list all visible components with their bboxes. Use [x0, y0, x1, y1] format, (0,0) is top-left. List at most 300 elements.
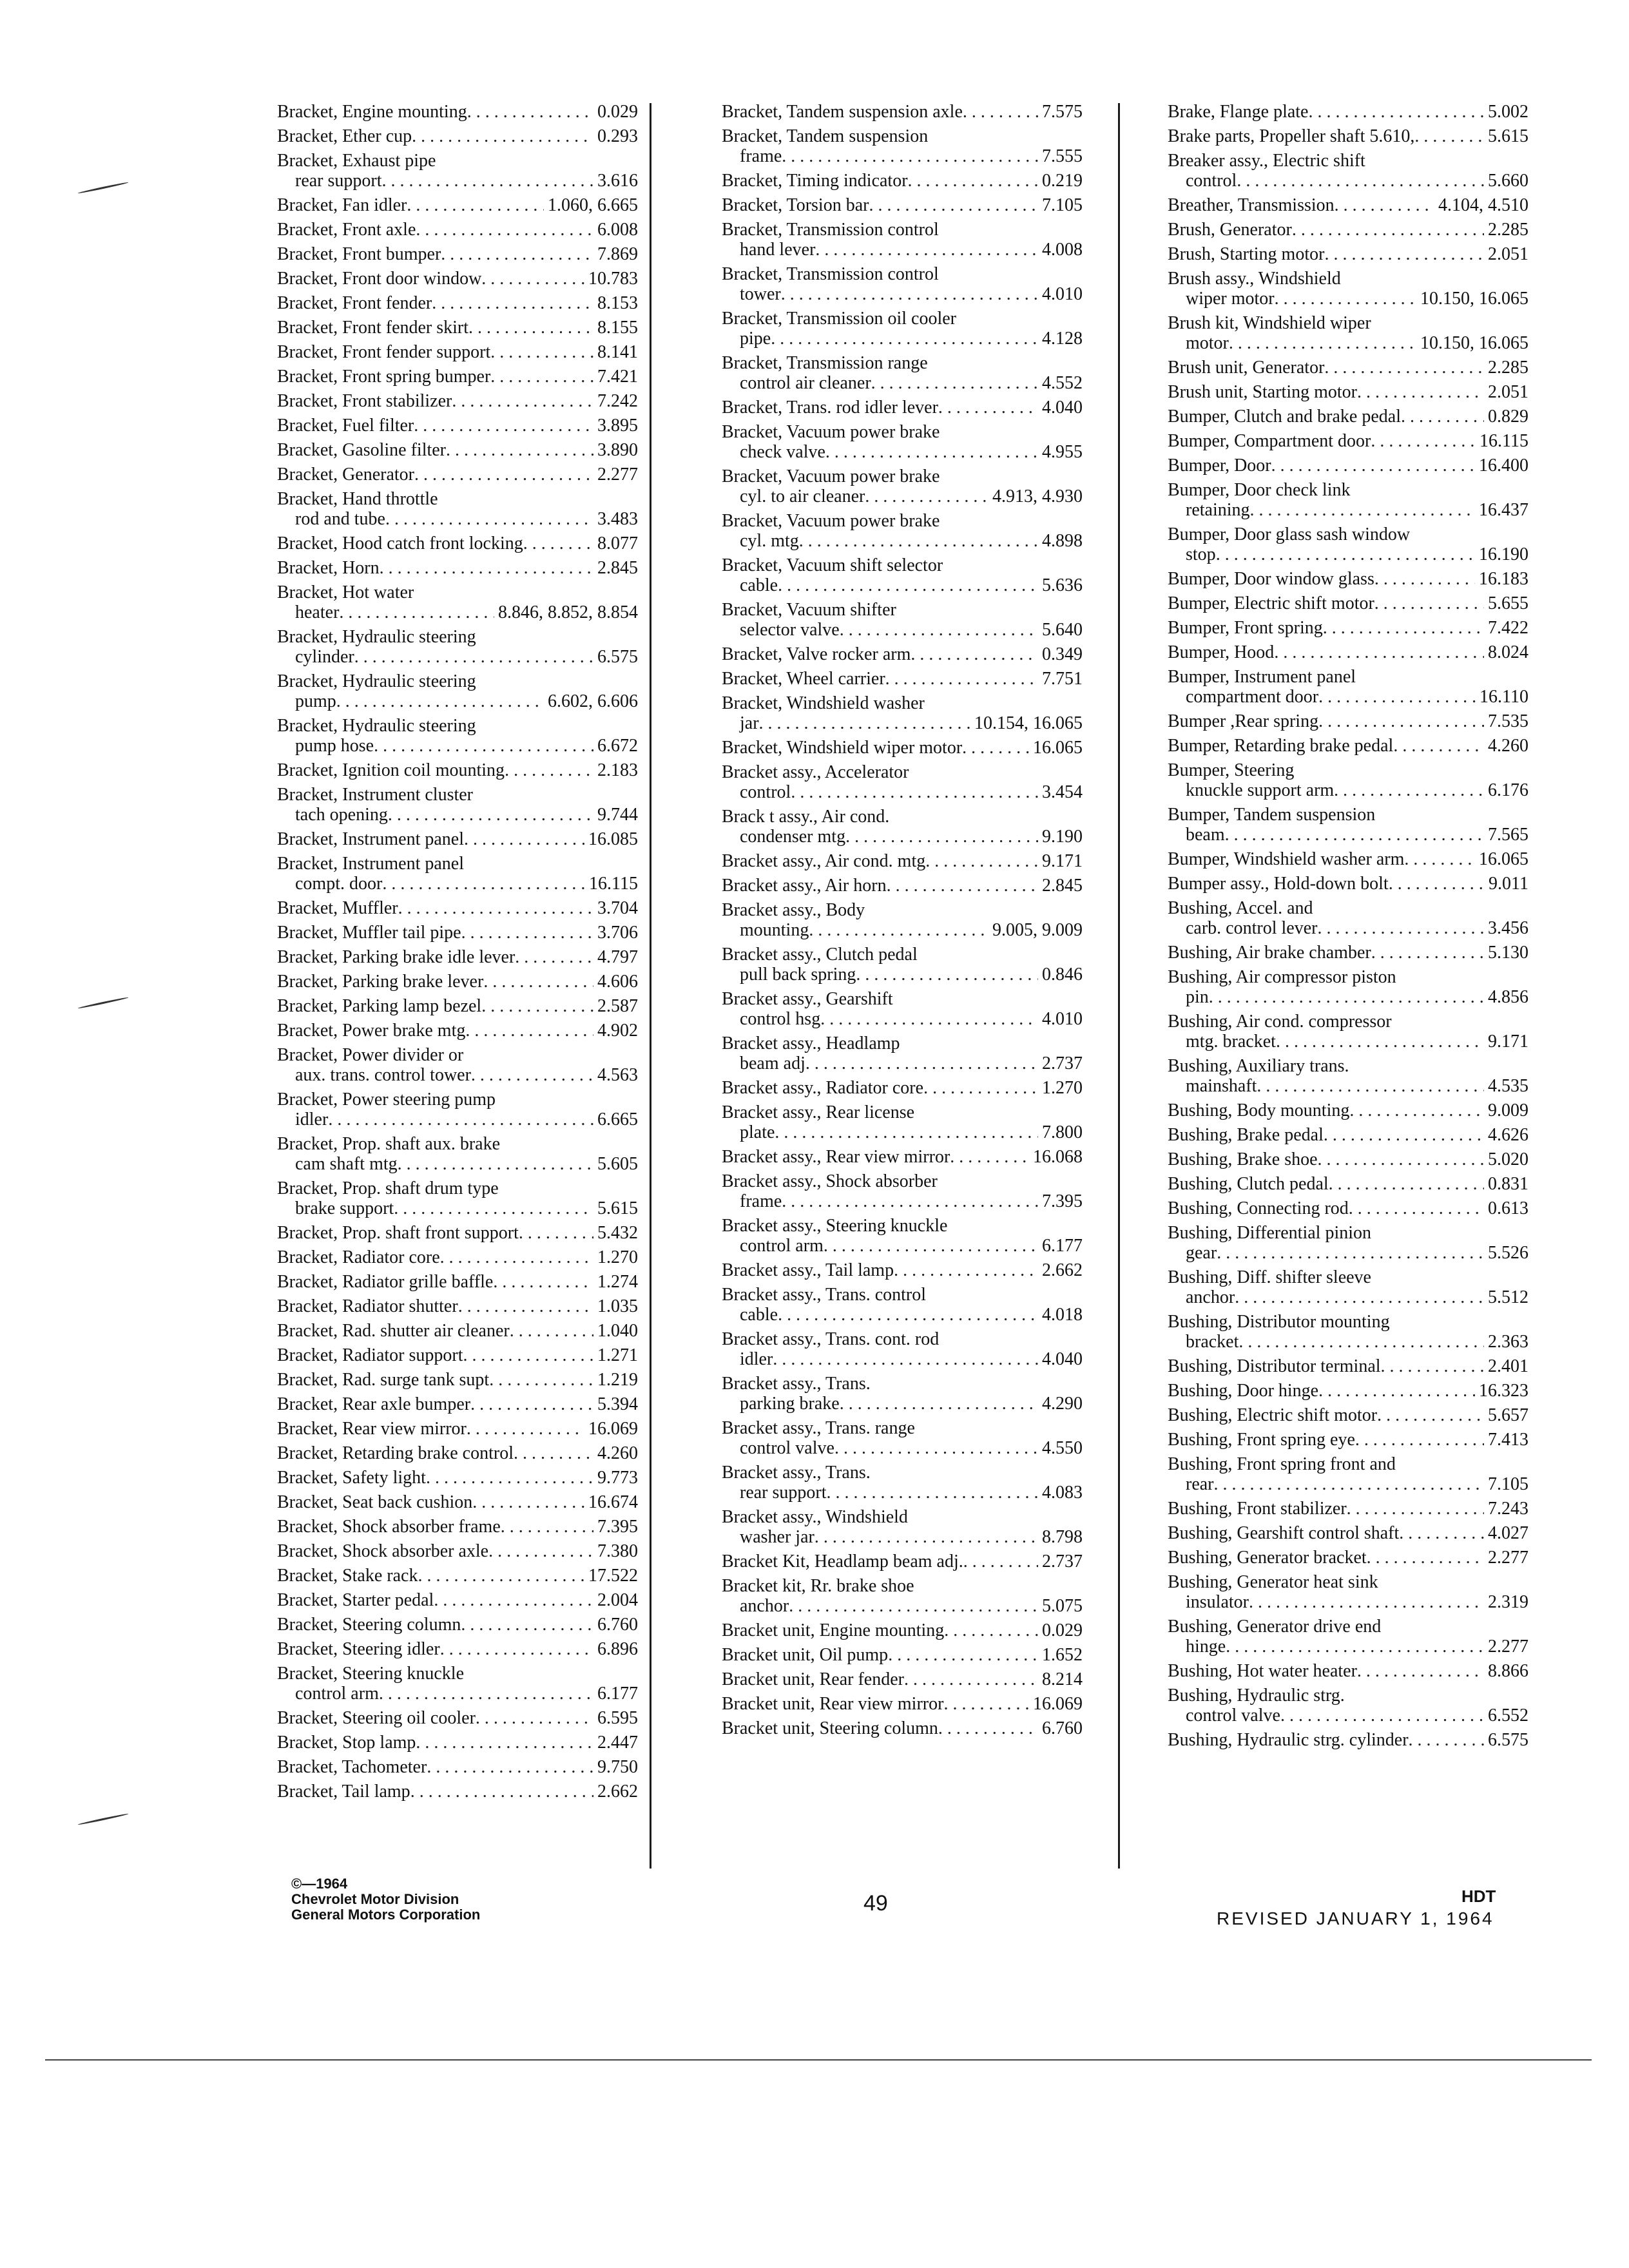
index-entry — [277, 1370, 638, 1390]
entry-page-ref: 4.797 — [597, 947, 638, 967]
copyright-division: Chevrolet Motor Division — [291, 1891, 459, 1907]
entry-line — [277, 342, 638, 362]
entry-page-ref: 17.522 — [588, 1566, 638, 1586]
dot-leader — [488, 1541, 593, 1561]
dot-leader — [1381, 1356, 1484, 1376]
index-entry — [277, 1021, 638, 1041]
entry-text: Bushing, Connecting rod — [1168, 1198, 1349, 1218]
entry-line — [277, 1419, 638, 1439]
entry-heading: Bumper, Door check link — [1168, 480, 1351, 500]
entry-text: pipe — [740, 329, 771, 349]
index-entry — [277, 1566, 638, 1586]
index-entry — [277, 1296, 638, 1316]
entry-text: wiper motor — [1186, 289, 1275, 309]
dot-leader — [414, 465, 593, 485]
index-entry — [722, 1285, 1083, 1325]
dot-leader — [1239, 1332, 1484, 1352]
entry-page-ref: 4.902 — [597, 1021, 638, 1041]
entry-line — [722, 644, 1083, 664]
entry-line — [1168, 1174, 1528, 1194]
entry-page-ref: 1.270 — [597, 1247, 638, 1267]
entry-heading: Brack t assy., Air cond. — [722, 807, 890, 827]
index-entry — [277, 582, 638, 622]
index-entry — [277, 1708, 638, 1728]
entry-line — [277, 1443, 638, 1463]
index-entry — [722, 1576, 1083, 1616]
dot-leader — [1271, 456, 1475, 476]
dot-leader — [1409, 1730, 1484, 1750]
entry-text: cam shaft mtg — [295, 1154, 398, 1174]
entry-line — [277, 1321, 638, 1341]
entry-text: control arm — [295, 1684, 379, 1704]
entry-page-ref: 5.394 — [597, 1394, 638, 1414]
entry-page-ref: 16.674 — [588, 1492, 638, 1512]
entry-page-ref: 9.750 — [597, 1757, 638, 1777]
entry-text: Bracket, Seat back cushion — [277, 1492, 473, 1512]
entry-page-ref: 0.613 — [1488, 1198, 1528, 1218]
dot-leader — [781, 284, 1038, 304]
dot-leader — [427, 1757, 593, 1777]
entry-text: Bracket, Generator — [277, 465, 414, 485]
dot-leader — [440, 1247, 593, 1267]
index-entry — [277, 1468, 638, 1488]
index-entry — [722, 644, 1083, 664]
entry-line — [1168, 1332, 1528, 1352]
entry-page-ref: 7.395 — [1042, 1191, 1083, 1211]
entry-page-ref: 16.065 — [1033, 738, 1083, 758]
entry-line — [277, 269, 638, 289]
entry-text: cable — [740, 575, 778, 595]
dot-leader — [1292, 220, 1484, 240]
entry-heading: Bracket, Power steering pump — [277, 1090, 496, 1110]
entry-line — [722, 1596, 1083, 1616]
entry-page-ref: 16.068 — [1033, 1147, 1083, 1167]
dot-leader — [950, 1147, 1029, 1167]
entry-text: Bracket assy., Rear view mirror — [722, 1147, 950, 1167]
entry-line — [722, 851, 1083, 871]
dot-leader — [1324, 244, 1484, 264]
entry-text: Bracket unit, Engine mounting — [722, 1620, 945, 1640]
entry-page-ref: 6.552 — [1488, 1706, 1528, 1725]
entry-heading: Bracket, Vacuum power brake — [722, 511, 940, 531]
entry-text: Bracket, Tachometer — [277, 1757, 427, 1777]
entry-line — [1168, 195, 1528, 215]
entry-line — [1168, 943, 1528, 963]
entry-line — [722, 1527, 1083, 1547]
dot-leader — [1349, 1100, 1484, 1120]
entry-line — [1168, 126, 1528, 146]
index-entry — [277, 318, 638, 338]
entry-page-ref: 7.105 — [1042, 195, 1083, 215]
dot-leader — [904, 1669, 1038, 1689]
dot-leader — [490, 342, 593, 362]
index-entry — [277, 1443, 638, 1463]
entry-page-ref: 0.349 — [1042, 644, 1083, 664]
entry-text: Bushing, Electric shift motor — [1168, 1405, 1378, 1425]
entry-page-ref: 16.190 — [1479, 544, 1528, 564]
dot-leader — [888, 1645, 1038, 1665]
entry-line — [1168, 987, 1528, 1007]
entry-line — [277, 126, 638, 146]
entry-page-ref: 5.526 — [1488, 1243, 1528, 1263]
entry-line — [277, 244, 638, 264]
entry-page-ref: 8.866 — [1488, 1661, 1528, 1681]
entry-heading: Bracket assy., Trans. — [722, 1374, 871, 1394]
index-entry — [1168, 943, 1528, 963]
index-entry — [722, 555, 1083, 595]
entry-line — [1168, 1405, 1528, 1425]
index-entry — [722, 195, 1083, 215]
entry-page-ref: 4.856 — [1488, 987, 1528, 1007]
entry-text: Bushing, Air brake chamber — [1168, 943, 1371, 963]
bottom-edge-line — [45, 2059, 1592, 2061]
entry-text: Bracket, Windshield wiper motor — [722, 738, 963, 758]
entry-text: mainshaft — [1186, 1076, 1257, 1096]
dot-leader — [412, 126, 593, 146]
entry-text: plate — [740, 1122, 775, 1142]
entry-line — [1168, 407, 1528, 427]
entry-page-ref: 1.219 — [597, 1370, 638, 1390]
entry-text: pump hose — [295, 736, 374, 756]
entry-page-ref: 7.751 — [1042, 669, 1083, 689]
entry-text: control — [1186, 171, 1237, 191]
dot-leader — [434, 1590, 593, 1610]
index-entry — [1168, 1381, 1528, 1401]
entry-text: Bracket, Tandem suspension axle — [722, 102, 963, 122]
dot-leader — [887, 876, 1038, 896]
index-entry — [277, 244, 638, 264]
index-entry — [277, 671, 638, 711]
dot-leader — [490, 367, 593, 387]
entry-line — [277, 195, 638, 215]
dot-leader — [856, 965, 1038, 985]
entry-line — [277, 829, 638, 849]
entry-text: rod and tube — [295, 509, 385, 529]
entry-text: Bracket, Retarding brake control — [277, 1443, 514, 1463]
entry-text: Bracket, Hood catch front locking — [277, 533, 523, 553]
entry-line — [277, 318, 638, 338]
index-entry — [277, 996, 638, 1016]
dot-leader — [825, 442, 1038, 462]
index-entry — [1168, 1454, 1528, 1494]
entry-text: Bracket, Ignition coil mounting — [277, 760, 505, 780]
index-entry — [722, 511, 1083, 551]
entry-text: pull back spring — [740, 965, 856, 985]
entry-page-ref: 4.563 — [597, 1065, 638, 1085]
index-entry — [1168, 524, 1528, 564]
dot-leader — [1329, 1174, 1484, 1194]
page-number: 49 — [863, 1891, 888, 1916]
entry-page-ref: 1.652 — [1042, 1645, 1083, 1665]
index-entry — [1168, 1499, 1528, 1519]
index-entry — [277, 1090, 638, 1129]
entry-line — [722, 1438, 1083, 1458]
entry-line — [1168, 1076, 1528, 1096]
dot-leader — [782, 146, 1038, 166]
index-entry — [277, 829, 638, 849]
entry-page-ref: 4.535 — [1488, 1076, 1528, 1096]
entry-text: Bushing, Generator bracket — [1168, 1548, 1367, 1568]
entry-page-ref: 2.845 — [1042, 876, 1083, 896]
dot-leader — [398, 898, 593, 918]
entry-page-ref: 2.285 — [1488, 220, 1528, 240]
entry-page-ref: 2.587 — [597, 996, 638, 1016]
entry-line — [1168, 687, 1528, 707]
entry-page-ref: 16.323 — [1479, 1381, 1528, 1401]
index-entry — [277, 1272, 638, 1292]
dot-leader — [925, 851, 1038, 871]
entry-line — [277, 440, 638, 460]
entry-text: control arm — [740, 1236, 824, 1256]
dot-leader — [1257, 1076, 1484, 1096]
entry-text: brake support — [295, 1198, 394, 1218]
entry-text: Bracket, Radiator grille baffle — [277, 1272, 494, 1292]
entry-page-ref: 6.008 — [597, 220, 638, 240]
index-entry — [277, 716, 638, 756]
entry-line — [722, 1552, 1083, 1571]
dot-leader — [510, 1321, 593, 1341]
entry-text: Bracket assy., Radiator core — [722, 1078, 924, 1098]
entry-line — [722, 442, 1083, 462]
dot-leader — [461, 1615, 593, 1635]
entry-page-ref: 5.615 — [597, 1198, 638, 1218]
entry-text: Bushing, Brake shoe — [1168, 1149, 1318, 1169]
dot-leader — [840, 620, 1038, 640]
dot-leader — [471, 1065, 593, 1085]
index-entry — [1168, 711, 1528, 731]
dot-leader — [1226, 1637, 1484, 1657]
entry-text: Bracket, Radiator core — [277, 1247, 440, 1267]
entry-line — [277, 1394, 638, 1414]
entry-text: Bumper, Electric shift motor — [1168, 593, 1374, 613]
entry-page-ref: 9.190 — [1042, 827, 1083, 847]
index-entry — [722, 1418, 1083, 1458]
entry-line — [722, 1009, 1083, 1029]
index-entry — [277, 1517, 638, 1537]
dot-leader — [441, 244, 593, 264]
entry-text: Bumper, Door window glass — [1168, 569, 1374, 589]
entry-page-ref: 4.898 — [1042, 531, 1083, 551]
dot-leader — [943, 1694, 1029, 1714]
entry-text: jar — [740, 713, 759, 733]
index-entry — [1168, 1223, 1528, 1263]
entry-heading: Bracket, Hot water — [277, 582, 414, 602]
index-entry — [1168, 151, 1528, 191]
entry-text: Bracket, Fuel filter — [277, 416, 414, 436]
entry-heading: Breaker assy., Electric shift — [1168, 151, 1365, 171]
index-entry — [1168, 1686, 1528, 1725]
entry-text: pump — [295, 691, 336, 711]
entry-line — [1168, 382, 1528, 402]
dot-leader — [416, 220, 593, 240]
entry-page-ref: 4.027 — [1488, 1523, 1528, 1543]
entry-text: anchor — [740, 1596, 789, 1616]
entry-heading: Bracket assy., Rear license — [722, 1102, 915, 1122]
index-entry — [277, 1639, 638, 1659]
entry-heading: Bracket assy., Steering knuckle — [722, 1216, 948, 1236]
entry-text: cyl. to air cleaner — [740, 486, 865, 506]
dot-leader — [805, 1053, 1038, 1073]
entry-line — [277, 1639, 638, 1659]
dot-leader — [791, 782, 1038, 802]
dot-leader — [515, 947, 593, 967]
dot-leader — [461, 923, 593, 943]
dot-leader — [773, 1349, 1038, 1369]
entry-text: Bracket, Parking brake idle lever — [277, 947, 516, 967]
index-entry — [1168, 1149, 1528, 1169]
entry-heading: Bushing, Front spring front and — [1168, 1454, 1396, 1474]
entry-line — [1168, 874, 1528, 894]
index-entry — [1168, 898, 1528, 938]
entry-text: Bracket, Front fender skirt — [277, 318, 469, 338]
dot-leader — [380, 558, 593, 578]
entry-text: Bracket, Radiator support — [277, 1345, 463, 1365]
entry-line — [722, 713, 1083, 733]
entry-page-ref: 3.704 — [597, 898, 638, 918]
entry-text: Bracket unit, Oil pump — [722, 1645, 889, 1665]
dot-leader — [523, 533, 593, 553]
dot-leader — [834, 1438, 1038, 1458]
index-entry — [1168, 126, 1528, 146]
entry-text: rear support — [740, 1483, 827, 1503]
entry-page-ref: 6.575 — [597, 647, 638, 667]
entry-text: Bracket, Front stabilizer — [277, 391, 452, 411]
index-entry — [722, 851, 1083, 871]
dot-leader — [1209, 987, 1484, 1007]
entry-text: retaining — [1186, 500, 1250, 520]
entry-text: cable — [740, 1305, 778, 1325]
entry-page-ref: 2.051 — [1488, 244, 1528, 264]
entry-text: Bumper, Clutch and brake pedal — [1168, 407, 1401, 427]
entry-page-ref: 4.606 — [597, 972, 638, 992]
dot-leader — [865, 486, 988, 506]
entry-line — [1168, 1592, 1528, 1612]
entry-page-ref: 9.744 — [597, 805, 638, 825]
index-entry — [277, 465, 638, 485]
dot-leader — [1349, 1198, 1484, 1218]
entry-line — [1168, 1706, 1528, 1725]
dot-leader — [778, 575, 1038, 595]
entry-heading: Bracket assy., Shock absorber — [722, 1171, 938, 1191]
index-entry — [1168, 1405, 1528, 1425]
entry-page-ref: 9.171 — [1488, 1032, 1528, 1052]
scan-mark — [78, 997, 129, 1010]
dot-leader — [1374, 593, 1484, 613]
entry-text: Bracket, Engine mounting — [277, 102, 467, 122]
index-entry — [722, 422, 1083, 462]
entry-line — [722, 1236, 1083, 1256]
dot-leader — [894, 1260, 1038, 1280]
entry-line — [277, 1733, 638, 1753]
entry-line — [277, 805, 638, 825]
entry-page-ref: 7.575 — [1042, 102, 1083, 122]
entry-page-ref: 16.110 — [1480, 687, 1528, 707]
dot-leader — [382, 171, 593, 191]
dot-leader — [481, 269, 584, 289]
index-entry — [277, 854, 638, 894]
entry-line — [722, 782, 1083, 802]
index-entry — [1168, 407, 1528, 427]
entry-page-ref: 5.020 — [1488, 1149, 1528, 1169]
entry-text: anchor — [1186, 1287, 1235, 1307]
index-entry — [1168, 456, 1528, 476]
entry-line — [722, 284, 1083, 304]
entry-heading: Bracket, Prop. shaft aux. brake — [277, 1134, 500, 1154]
index-entry — [1168, 618, 1528, 638]
entry-text: Bracket, Rear axle bumper — [277, 1394, 471, 1414]
index-entry — [722, 1718, 1083, 1738]
entry-text: Bushing, Door hinge — [1168, 1381, 1319, 1401]
entry-text: Bracket, Steering column — [277, 1615, 461, 1635]
dot-leader — [938, 1718, 1038, 1738]
entry-page-ref: 1.040 — [597, 1321, 638, 1341]
index-entry — [1168, 593, 1528, 613]
scan-mark — [78, 1813, 129, 1826]
entry-page-ref: 0.831 — [1488, 1174, 1528, 1194]
dot-leader — [388, 805, 593, 825]
entry-page-ref: 2.319 — [1488, 1592, 1528, 1612]
index-entry — [722, 398, 1083, 418]
dot-leader — [1275, 289, 1416, 309]
entry-heading: Bumper, Steering — [1168, 760, 1295, 780]
entry-page-ref: 4.626 — [1488, 1125, 1528, 1145]
entry-page-ref: 7.422 — [1488, 618, 1528, 638]
entry-text: gear — [1186, 1243, 1217, 1263]
dot-leader — [1399, 1523, 1484, 1543]
entry-line — [277, 533, 638, 553]
entry-text: Bushing, Front spring eye — [1168, 1430, 1355, 1450]
entry-heading: Bracket, Transmission control — [722, 264, 939, 284]
entry-page-ref: 8.141 — [597, 342, 638, 362]
entry-heading: Bracket, Transmission oil cooler — [722, 309, 956, 329]
entry-text: beam — [1186, 825, 1225, 845]
entry-line — [1168, 244, 1528, 264]
entry-text: Bracket, Horn — [277, 558, 380, 578]
index-entry — [722, 693, 1083, 733]
entry-page-ref: 4.552 — [1042, 373, 1083, 393]
entry-page-ref: 2.401 — [1488, 1356, 1528, 1376]
dot-leader — [871, 373, 1038, 393]
dot-leader — [1367, 1548, 1484, 1568]
entry-text: Bracket, Rear view mirror — [277, 1419, 467, 1439]
entry-page-ref: 4.104, 4.510 — [1438, 195, 1528, 215]
index-entry — [277, 1247, 638, 1267]
entry-page-ref: 6.177 — [597, 1684, 638, 1704]
entry-page-ref: 0.846 — [1042, 965, 1083, 985]
index-entry — [1168, 1198, 1528, 1218]
entry-line — [1168, 333, 1528, 353]
dot-leader — [1414, 126, 1484, 146]
dot-leader — [944, 1620, 1038, 1640]
index-entry — [277, 151, 638, 191]
entry-line — [1168, 1548, 1528, 1568]
entry-line — [722, 1078, 1083, 1098]
index-entry — [722, 1620, 1083, 1640]
entry-line — [722, 920, 1083, 940]
index-entry — [1168, 1548, 1528, 1568]
entry-page-ref: 16.437 — [1479, 500, 1528, 520]
dot-leader — [799, 531, 1038, 551]
entry-page-ref: 2.845 — [597, 558, 638, 578]
dot-leader — [1401, 407, 1484, 427]
entry-text: idler — [740, 1349, 773, 1369]
entry-page-ref: 8.077 — [597, 533, 638, 553]
entry-page-ref: 3.616 — [597, 171, 638, 191]
dot-leader — [440, 1639, 593, 1659]
index-entry — [1168, 269, 1528, 309]
entry-page-ref: 10.150, 16.065 — [1420, 333, 1528, 353]
entry-line — [722, 669, 1083, 689]
